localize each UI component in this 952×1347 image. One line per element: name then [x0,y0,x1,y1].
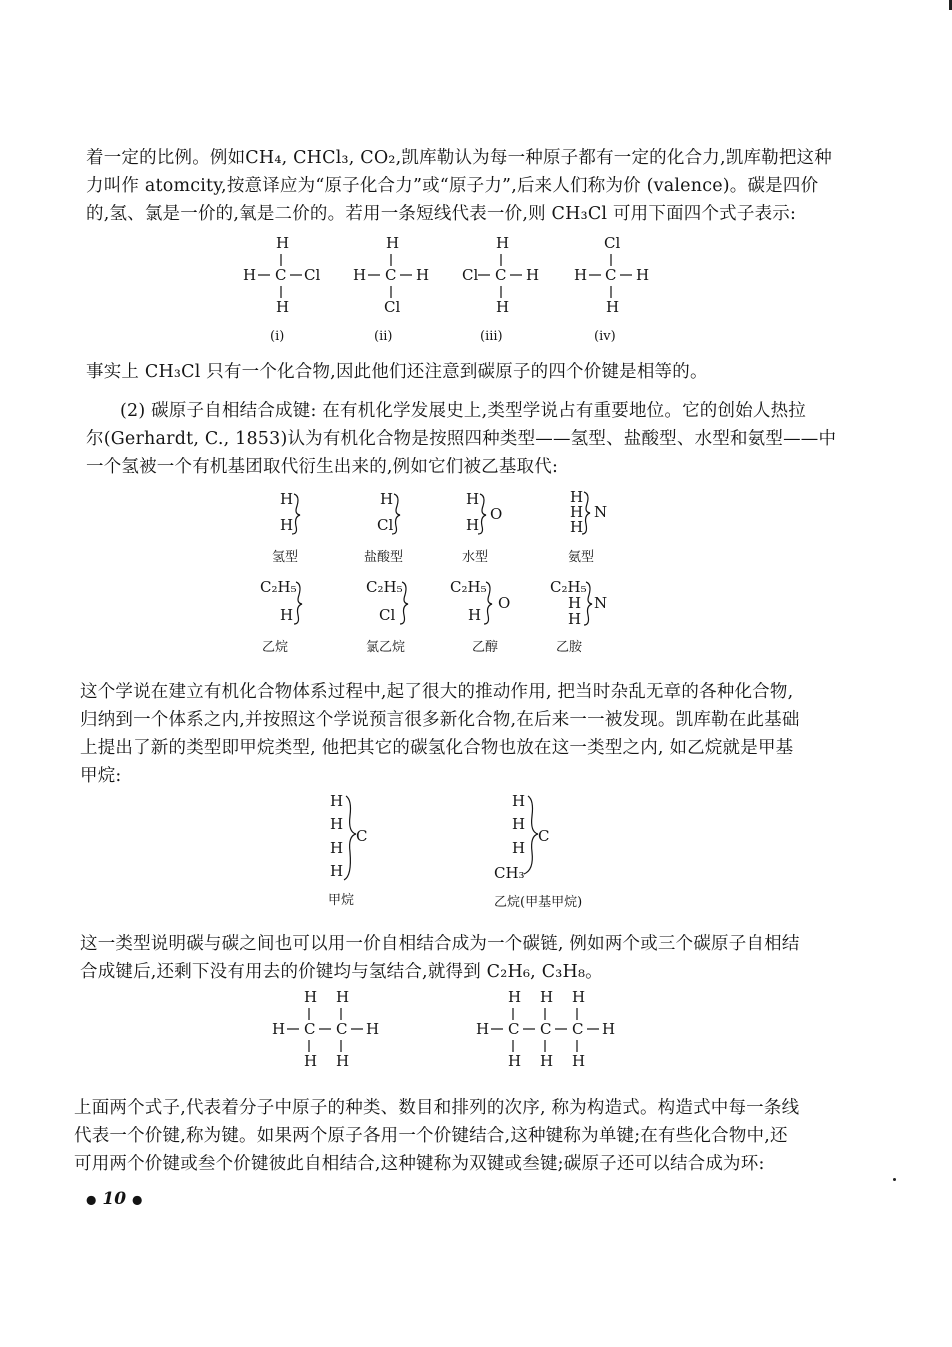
atom: Cl [377,516,394,534]
atom: H [466,516,480,534]
ethylamine-derivative [550,578,607,655]
atom: H [353,266,367,284]
atom: O [490,505,503,523]
paragraph-1 [86,144,832,228]
atom: H [336,1052,350,1070]
atom: H [280,490,294,508]
atom: H [570,503,584,521]
paragraph-4-line-3: 上提出了新的类型即甲烷类型, 他把其它的碳氢化合物也放在这一类型之内, 如乙烷就是甲基 [80,738,794,758]
atom: H [304,1052,318,1070]
ethane-methylmethane-formula [494,792,582,910]
atom: H [330,839,344,857]
formula-iii [462,234,539,344]
atom: C [336,1020,348,1038]
caption: 乙醇 [472,640,499,655]
atom: H [568,610,582,628]
type-water [462,490,502,565]
atom: Cl [379,606,396,624]
atom: H [380,490,394,508]
atom: Cl [384,298,401,316]
caption: 甲烷 [328,893,355,908]
paragraph-1-line-2: 力叫作 atomcity,按意译应为“原子化合力”或“原子力”,后来人们称为价 (valence)。碳是四价 [86,176,819,196]
atom: H [512,815,526,833]
scan-edge-mark [893,1178,896,1181]
atom: H [602,1020,616,1038]
atom: H [243,266,257,284]
caption: 盐酸型 [364,550,404,565]
paragraph-4 [80,678,800,790]
type-hydrochloric [364,490,403,565]
atom: C [540,1020,552,1038]
atom: H [570,518,584,536]
atom: H [468,606,482,624]
type-ammonia [568,488,607,565]
paragraph-4-line-4: 甲烷: [80,766,122,786]
ethane-derivative [260,578,302,655]
atom: H [540,1052,554,1070]
atom: C [304,1020,316,1038]
atom: C [538,827,550,845]
formula-label: (i) [270,329,285,344]
atom: CH₃ [494,864,525,882]
atom: H [508,1052,522,1070]
paragraph-2-line-1: 事实上 CH₃Cl 只有一个化合物,因此他们还注意到碳原子的四个价键是相等的。 [86,362,708,382]
atom: C [508,1020,520,1038]
paragraph-5-line-2: 合成键后,还剩下没有用去的价键均与氢结合,就得到 C₂H₆, C₃H₈。 [80,962,603,982]
formula-label: (iii) [480,329,503,344]
atom: H [330,815,344,833]
atom: C [275,266,287,284]
carbon-chain-formulas [0,984,952,1074]
atom: H [386,234,400,252]
atom: H [496,298,510,316]
atom: H [570,488,584,506]
paragraph-3-line-1: (2) 碳原子自相结合成键: 在有机化学发展史上,类型学说占有重要地位。它的创始人热拉 [120,401,806,421]
atom: H [512,792,526,810]
paragraph-6-line-2: 代表一个价键,称为键。如果两个原子各用一个价键结合,这种键称为单键;在有些化合物中,还 [74,1126,788,1146]
formula-i [243,234,320,344]
atom: C [605,266,617,284]
atom: Cl [604,234,621,252]
atom: C₂H₅ [450,578,487,596]
atom: O [498,594,511,612]
atom: C [495,266,507,284]
paragraph-1-line-3: 的,氢、氯是一价的,氧是二价的。若用一条短线代表一价,则 CH₃Cl 可用下面四个式子表示: [86,204,797,224]
atom: H [496,234,510,252]
atom: C₂H₅ [366,578,403,596]
paragraph-6 [74,1094,799,1178]
formula-ii [353,234,429,344]
propane-structural-formula [476,988,615,1070]
atom: C [356,827,368,845]
atom: H [330,862,344,880]
atom: H [272,1020,286,1038]
paragraph-3-line-2: 尔(Gerhardt, C., 1853)认为有机化合物是按照四种类型——氢型、盐酸型、水型和氨型——中 [86,429,837,449]
chloroethane-derivative [366,578,408,655]
atom: H [276,298,290,316]
atom: H [636,266,650,284]
atom: H [466,490,480,508]
caption: 水型 [462,550,489,565]
atom: C [385,266,397,284]
atom: H [304,988,318,1006]
atom: C₂H₅ [260,578,297,596]
atom: H [568,594,582,612]
paragraph-4-line-2: 归纳到一个体系之内,并按照这个学说预言很多新化合物,在后来一一被发现。凯库勒在此基础 [80,710,800,730]
paragraph-4-line-1: 这个学说在建立有机化合物体系过程中,起了很大的推动作用, 把当时杂乱无章的各种化合物, [80,682,794,702]
paragraph-1-line-1: 着一定的比例。例如CH₄, CHCl₃, CO₂,凯库勒认为每一种原子都有一定的化合力,凯库勒把这种 [86,148,832,168]
methane-formula [328,792,367,908]
caption: 氨型 [568,550,595,565]
ch3cl-formulas [0,230,952,350]
atom: H [512,839,526,857]
atom: H [336,988,350,1006]
methane-type-formulas [0,788,952,918]
page-number [86,1189,142,1209]
paragraph-3 [86,397,836,481]
atom: H [476,1020,490,1038]
caption: 氯乙烷 [366,640,406,655]
atom: H [366,1020,380,1038]
atom: N [594,594,608,612]
paragraph-2 [86,358,708,386]
atom: H [526,266,540,284]
atom: H [330,792,344,810]
atom: H [572,988,586,1006]
atom: C₂H₅ [550,578,587,596]
atom: Cl [462,266,479,284]
paragraph-5 [80,930,800,986]
atom: Cl [304,266,321,284]
caption: 乙烷 [262,640,289,655]
atom: H [540,988,554,1006]
caption: 乙胺 [556,640,583,655]
paragraph-6-line-3: 可用两个价键或叁个价键彼此自相结合,这种键称为双键或叁键;碳原子还可以结合成为环: [74,1154,765,1174]
type-formulas [0,484,952,664]
atom: H [276,234,290,252]
ethanol-derivative [450,578,510,655]
atom: N [594,503,608,521]
caption: 乙烷(甲基甲烷) [494,895,583,910]
caption: 氢型 [272,550,299,565]
atom: H [280,516,294,534]
atom: H [508,988,522,1006]
atom: H [574,266,588,284]
atom: H [606,298,620,316]
paragraph-3-line-3: 一个氢被一个有机基团取代衍生出来的,例如它们被乙基取代: [86,457,559,477]
atom: H [416,266,430,284]
formula-iv [574,234,649,344]
bullet-icon: ● [132,1192,143,1207]
paragraph-5-line-1: 这一类型说明碳与碳之间也可以用一价自相结合成为一个碳链, 例如两个或三个碳原子自相结 [80,934,800,954]
formula-label: (ii) [374,329,393,344]
atom: H [572,1052,586,1070]
atom: C [572,1020,584,1038]
type-hydrogen [272,490,300,565]
page-number-value: 10 [102,1189,127,1209]
bullet-icon: ● [86,1192,97,1207]
paragraph-6-line-1: 上面两个式子,代表着分子中原子的种类、数目和排列的次序, 称为构造式。构造式中每一条线 [74,1098,800,1118]
atom: H [280,606,294,624]
ethane-structural-formula [272,988,379,1070]
formula-label: (iv) [594,329,616,344]
